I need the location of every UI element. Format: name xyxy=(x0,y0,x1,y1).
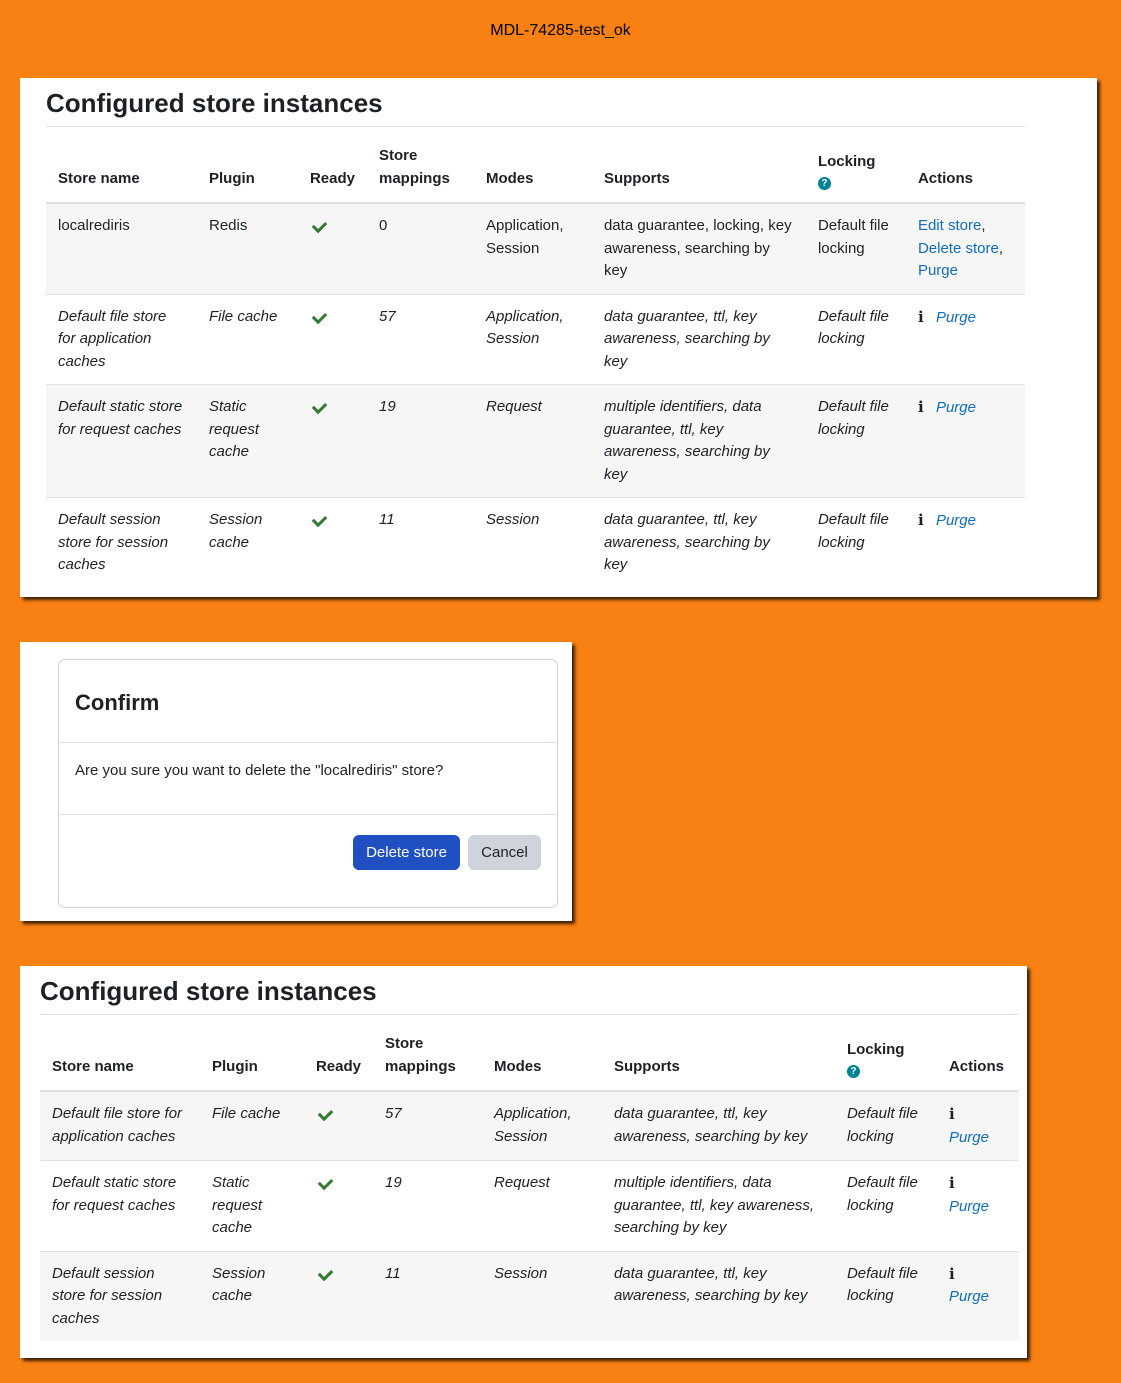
col-header-store-name: Store name xyxy=(40,1022,200,1091)
supports-cell: multiple identifiers, data guarantee, ttl, key awareness, searching by key xyxy=(602,1161,835,1252)
ready-cell xyxy=(298,498,367,588)
store-name-cell: localrediris xyxy=(46,203,197,294)
store-name-cell: Default static store for request caches xyxy=(46,385,197,498)
help-icon[interactable]: ? xyxy=(847,1065,860,1078)
modes-cell: Application, Session xyxy=(474,203,592,294)
info-icon[interactable]: i xyxy=(917,307,924,326)
modes-cell: Session xyxy=(482,1251,602,1341)
table-row xyxy=(40,1091,1019,1161)
purge-link[interactable]: Purge xyxy=(948,1288,989,1305)
store-name-cell: Default file store for application caches xyxy=(46,294,197,385)
table-row xyxy=(46,498,1025,588)
actions-cell xyxy=(906,498,1025,588)
locking-cell: Default file locking xyxy=(835,1251,937,1341)
col-header-modes: Modes xyxy=(474,134,592,203)
dialog-divider xyxy=(59,814,557,815)
delete-store-button[interactable]: Delete store xyxy=(353,835,460,870)
col-header-locking xyxy=(806,134,906,203)
ready-cell xyxy=(304,1251,373,1341)
plugin-cell: Static request cache xyxy=(197,385,298,498)
ready-cell xyxy=(304,1091,373,1161)
check-icon xyxy=(312,512,328,528)
store-instances-panel-bottom xyxy=(20,966,1027,1358)
ready-cell xyxy=(298,294,367,385)
purge-link[interactable]: Purge xyxy=(917,262,958,279)
section-heading: Configured store instances xyxy=(40,976,377,1006)
store-table-top xyxy=(46,134,1025,588)
check-icon xyxy=(318,1175,334,1191)
delete-store-link[interactable]: Delete store xyxy=(917,239,999,257)
heading-divider xyxy=(40,1014,1019,1015)
modes-cell: Request xyxy=(474,385,592,498)
plugin-cell: Session cache xyxy=(200,1251,304,1341)
mappings-cell: 11 xyxy=(373,1251,482,1341)
plugin-cell: File cache xyxy=(197,294,298,385)
table-row xyxy=(46,294,1025,385)
supports-cell: data guarantee, ttl, key awareness, searching by key xyxy=(602,1251,835,1341)
confirm-dialog xyxy=(58,659,558,908)
check-icon xyxy=(312,308,328,324)
table-row xyxy=(40,1161,1019,1252)
col-header-modes: Modes xyxy=(482,1022,602,1091)
purge-link[interactable]: Purge xyxy=(935,308,976,326)
purge-link[interactable]: Purge xyxy=(948,1128,989,1146)
store-instances-panel-top xyxy=(20,78,1097,597)
plugin-cell: Redis xyxy=(197,203,298,294)
col-header-plugin: Plugin xyxy=(200,1022,304,1091)
store-name-cell: Default file store for application caches xyxy=(40,1091,200,1161)
page-title: MDL-74285-test_ok xyxy=(490,22,631,39)
modes-cell: Application, Session xyxy=(474,294,592,385)
info-icon[interactable]: i xyxy=(948,1105,955,1123)
mappings-cell: 57 xyxy=(367,294,474,385)
info-icon[interactable]: i xyxy=(917,398,924,416)
supports-cell: data guarantee, ttl, key awareness, searching by key xyxy=(602,1091,835,1161)
purge-link[interactable]: Purge xyxy=(935,512,976,529)
purge-link[interactable]: Purge xyxy=(935,399,976,416)
confirm-dialog-panel xyxy=(20,642,572,921)
help-icon[interactable]: ? xyxy=(818,177,831,190)
locking-cell: Default file locking xyxy=(806,498,906,588)
table-row xyxy=(40,1251,1019,1341)
col-header-supports: Supports xyxy=(602,1022,835,1091)
actions-cell xyxy=(906,385,1025,498)
store-name-cell: Default session store for session caches xyxy=(46,498,197,588)
supports-cell: data guarantee, ttl, key awareness, searching by key xyxy=(592,294,806,385)
table-row xyxy=(46,203,1025,294)
locking-cell: Default file locking xyxy=(806,385,906,498)
ready-cell xyxy=(304,1161,373,1252)
actions-cell xyxy=(937,1091,1019,1161)
plugin-cell: Static request cache xyxy=(200,1161,304,1252)
col-header-store-name: Store name xyxy=(46,134,197,203)
col-header-actions: Actions xyxy=(906,134,1025,203)
actions-cell xyxy=(906,294,1025,385)
col-header-ready: Ready xyxy=(304,1022,373,1091)
heading-divider xyxy=(46,126,1025,127)
modes-cell: Request xyxy=(482,1161,602,1252)
col-header-supports: Supports xyxy=(592,134,806,203)
mappings-cell: 11 xyxy=(367,498,474,588)
info-icon[interactable]: i xyxy=(948,1264,955,1283)
purge-link[interactable]: Purge xyxy=(948,1197,989,1215)
actions-cell: Edit store, Delete store, Purge xyxy=(906,203,1025,294)
info-icon[interactable]: i xyxy=(917,511,924,529)
mappings-cell: 19 xyxy=(373,1161,482,1252)
col-header-locking xyxy=(835,1022,937,1091)
dialog-message: Are you sure you want to delete the "localrediris" store? xyxy=(75,762,444,779)
modes-cell: Session xyxy=(474,498,592,588)
locking-label: Locking xyxy=(846,1040,905,1058)
supports-cell: data guarantee, locking, key awareness, searching by key xyxy=(592,203,806,294)
locking-cell: Default file locking xyxy=(835,1091,937,1161)
col-header-store-mappings: Store mappings xyxy=(373,1022,482,1091)
dialog-title: Confirm xyxy=(75,690,160,715)
ready-cell xyxy=(298,385,367,498)
check-icon xyxy=(312,399,328,415)
mappings-cell: 57 xyxy=(373,1091,482,1161)
plugin-cell: File cache xyxy=(200,1091,304,1161)
col-header-actions: Actions xyxy=(937,1022,1019,1091)
col-header-store-mappings: Store mappings xyxy=(367,134,474,203)
locking-label: Locking xyxy=(817,152,876,170)
modes-cell: Application, Session xyxy=(482,1091,602,1161)
section-heading: Configured store instances xyxy=(46,88,383,118)
store-name-cell: Default static store for request caches xyxy=(40,1161,200,1252)
check-icon xyxy=(312,218,328,234)
cancel-button[interactable]: Cancel xyxy=(468,835,541,870)
store-name-cell: Default session store for session caches xyxy=(40,1251,200,1341)
supports-cell: data guarantee, ttl, key awareness, searching by key xyxy=(592,498,806,588)
mappings-cell: 0 xyxy=(367,203,474,294)
edit-store-link[interactable]: Edit store xyxy=(917,217,982,234)
check-icon xyxy=(318,1106,334,1122)
col-header-ready: Ready xyxy=(298,134,367,203)
check-icon xyxy=(318,1265,334,1281)
supports-cell: multiple identifiers, data guarantee, ttl, key awareness, searching by key xyxy=(592,385,806,498)
locking-cell: Default file locking xyxy=(806,294,906,385)
locking-cell: Default file locking xyxy=(806,203,906,294)
table-row xyxy=(46,385,1025,498)
dialog-divider xyxy=(59,742,557,743)
plugin-cell: Session cache xyxy=(197,498,298,588)
ready-cell xyxy=(298,203,367,294)
mappings-cell: 19 xyxy=(367,385,474,498)
actions-cell xyxy=(937,1251,1019,1341)
locking-cell: Default file locking xyxy=(835,1161,937,1252)
col-header-plugin: Plugin xyxy=(197,134,298,203)
info-icon[interactable]: i xyxy=(948,1174,955,1192)
store-table-bottom xyxy=(40,1022,1019,1341)
actions-cell xyxy=(937,1161,1019,1252)
